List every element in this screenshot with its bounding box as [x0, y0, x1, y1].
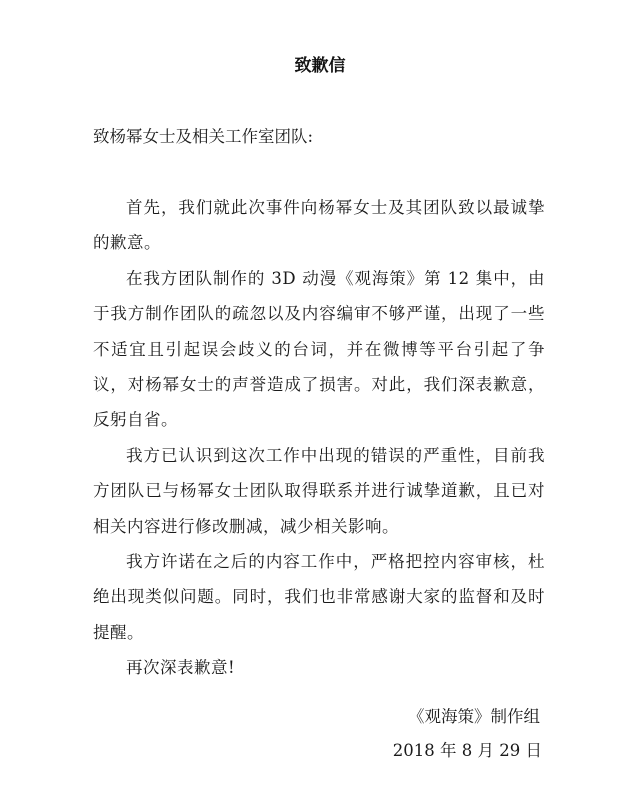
paragraph-incident-description: 在我方团队制作的 3D 动漫《观海策》第 12 集中，由于我方制作团队的疏忽以及内容编审不够严谨，出现了一些不适宜且引起误会歧义的台词，并在微博等平台引起了争议，对杨幂女士的声誉造成了损害。对此，我们深表歉意，反躬自省。: [93, 268, 545, 430]
paragraph-commitment: 我方许诺在之后的内容工作中，严格把控内容审核，杜绝出现类似问题。同时，我们也非常感谢大家的监督和及时提醒。: [93, 552, 545, 642]
paragraph-corrective-actions: 我方已认识到这次工作中出现的错误的严重性，目前我方团队已与杨幂女士团队取得联系并进行诚挚道歉，且已对相关内容进行修改删减，减少相关影响。: [93, 445, 545, 536]
letter-salutation: 致杨幂女士及相关工作室团队:: [93, 127, 314, 146]
letter-title: 致歉信: [294, 56, 346, 76]
paragraph-closing-apology: 再次深表歉意!: [126, 658, 236, 678]
letter-date: 2018 年 8 月 29 日: [392, 741, 542, 760]
letter-signature: 《观海策》制作组: [408, 707, 540, 726]
letter-body: [93, 190, 545, 686]
paragraph-opening-apology: 首先，我们就此次事件向杨幂女士及其团队致以最诚挚的歉意。: [93, 198, 545, 253]
